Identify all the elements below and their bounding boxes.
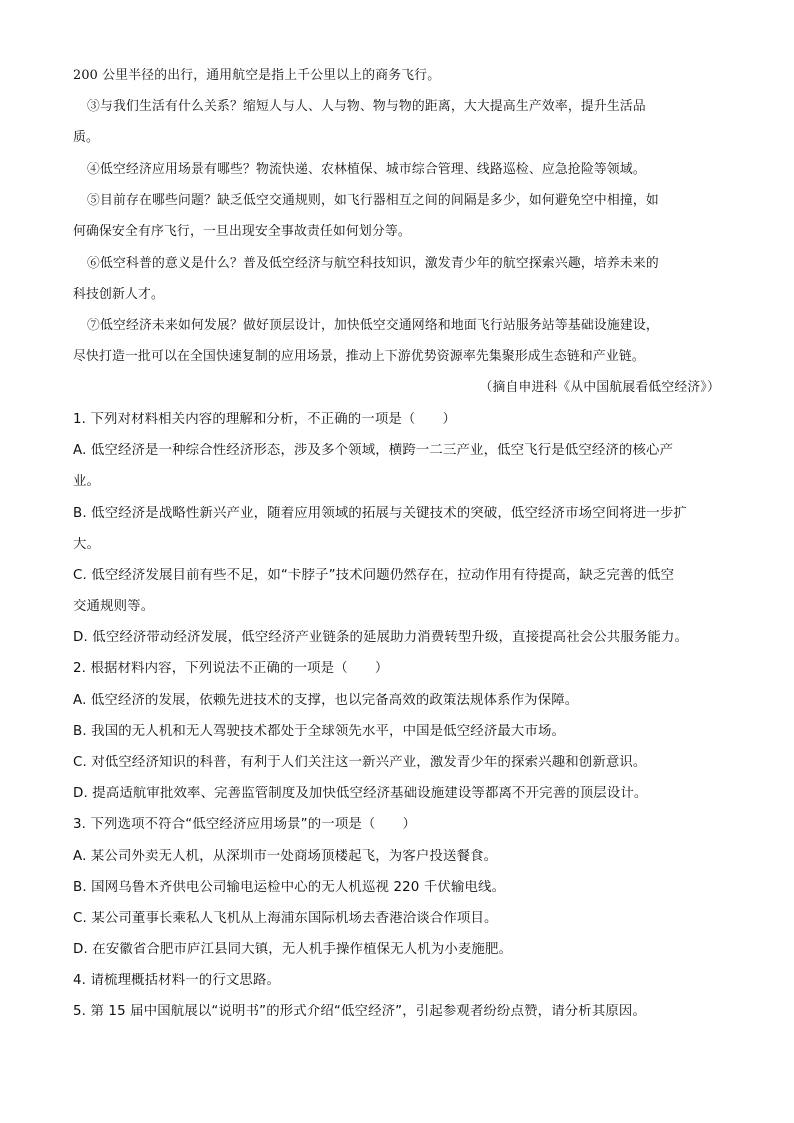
question-1-stem: 1. 下列对材料相关内容的理解和分析，不正确的一项是（ ） [73,412,457,427]
material-line-8: 科技创新人才。 [73,287,164,302]
material-line-6: 何确保安全有序飞行，一旦出现安全事故责任如何划分等。 [73,224,411,239]
material-line-1: 200 公里半径的出行，通用航空是指上千公里以上的商务飞行。 [73,68,441,83]
question-3-stem: 3. 下列选项不符合“低空经济应用场景”的一项是（ ） [73,817,417,832]
material-point-5: ⑤目前存在哪些问题？缺乏低空交通规则，如飞行器相互之间的间隔是多少，如何避免空中相撞，如 [87,193,659,208]
question-2-option-b: B. 我国的无人机和无人驾驶技术都处于全球领先水平，中国是低空经济最大市场。 [73,724,566,739]
question-2-option-c: C. 对低空经济知识的科普，有利于人们关注这一新兴产业，激发青少年的探索兴趣和创新意识。 [73,755,647,770]
question-1-option-b: B. 低空经济是战略性新兴产业，随着应用领域的拓展与关键技术的突破，低空经济市场空间将进一步扩 [73,506,687,521]
material-point-3: ③与我们生活有什么关系？缩短人与人、人与物、物与物的距离，大大提高生产效率，提升生活品 [87,99,646,114]
question-1-option-a: A. 低空经济是一种综合性经济形态，涉及多个领域，横跨一二三产业，低空飞行是低空经济的核心产 [73,443,674,458]
material-point-6: ⑥低空科普的意义是什么？普及低空经济与航空科技知识，激发青少年的航空探索兴趣，培养未来的 [87,256,659,271]
question-4-stem: 4. 请梳理概括材料一的行文思路。 [73,973,281,988]
question-2-stem: 2. 根据材料内容，下列说法不正确的一项是（ ） [73,661,389,676]
question-3-option-c: C. 某公司董事长乘私人飞机从上海浦东国际机场去香港洽谈合作项目。 [73,911,498,926]
question-2-option-a: A. 低空经济的发展，依赖先进技术的支撑，也以完备高效的政策法规体系作为保障。 [73,693,579,708]
question-3-option-a: A. 某公司外卖无人机，从深圳市一处商场顶楼起飞，为客户投送餐食。 [73,849,498,864]
question-1-option-c-cont: 交通规则等。 [73,599,155,614]
question-1-option-d: D. 低空经济带动经济发展，低空经济产业链条的延展助力消费转型升级，直接提高社会公共服务能力。 [73,630,689,645]
question-1-option-a-cont: 业。 [73,474,101,489]
question-1-option-c: C. 低空经济发展目前有些不足，如“卡脖子”技术问题仍然存在，拉动作用有待提高，缺乏完善的低空 [73,568,675,583]
question-3-option-b: B. 国网乌鲁木齐供电公司输电运检中心的无人机巡视 220 千伏输电线。 [73,880,506,895]
material-line-10: 尽快打造一批可以在全国快速复制的应用场景，推动上下游优势资源率先集聚形成生态链和产业链。 [73,349,645,364]
material-point-4: ④低空经济应用场景有哪些？物流快递、农林植保、城市综合管理、线路巡检、应急抢险等领域。 [87,162,646,177]
question-1-option-b-cont: 大。 [73,537,101,552]
material-point-7: ⑦低空经济未来如何发展？做好顶层设计，加快低空交通网络和地面飞行站服务站等基础设施建设， [87,318,659,333]
material-source: （摘自申进科《从中国航展看低空经济》） [479,380,720,395]
question-3-option-d: D. 在安徽省合肥市庐江县同大镇，无人机手操作植保无人机为小麦施肥。 [73,942,513,957]
question-5-stem: 5. 第 15 届中国航展以“说明书”的形式介绍“低空经济”，引起参观者纷纷点赞，请分析其原因。 [73,1004,646,1019]
material-line-3: 质。 [73,130,99,145]
question-2-option-d: D. 提高适航审批效率、完善监管制度及加快低空经济基础设施建设等都离不开完善的顶层设计。 [73,786,648,801]
